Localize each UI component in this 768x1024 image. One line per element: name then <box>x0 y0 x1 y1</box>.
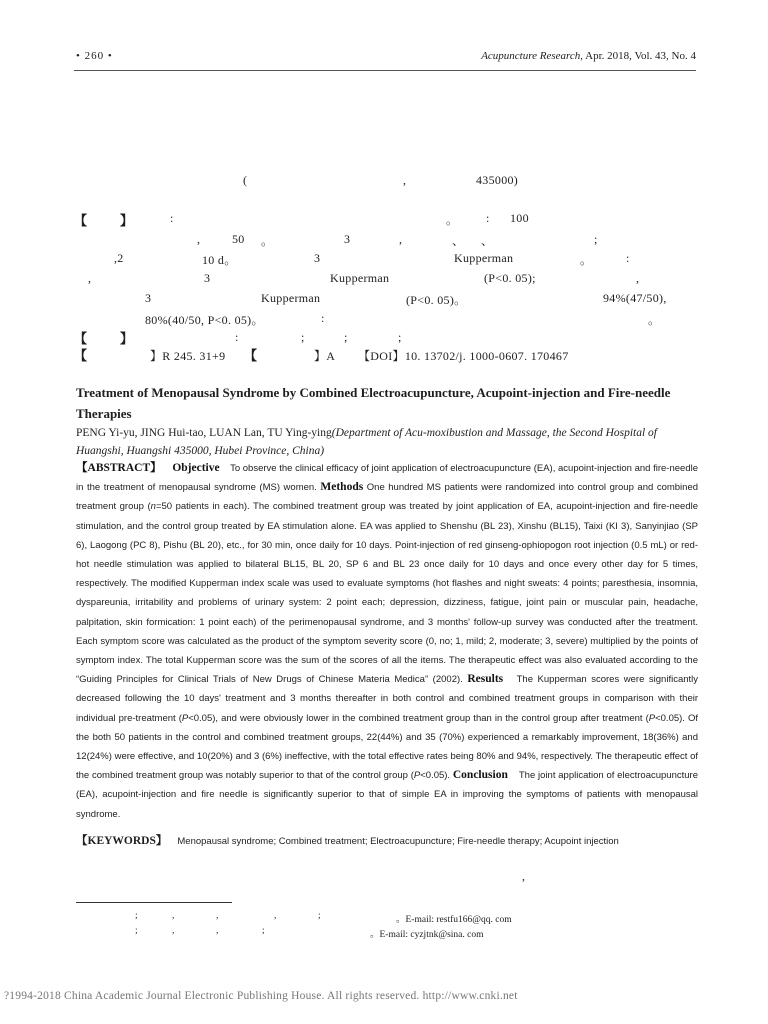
conclusion-text: The joint application of electroacupuncture (EA), acupoint-injection and fire needle is significantly superior to that of simple EA in improving the symptoms of patients with menopausal syndrome. <box>76 770 698 820</box>
cn-l3-10d: 10 d。 <box>202 253 237 267</box>
results-label: Results <box>467 673 504 686</box>
cn-l4-comma2: , <box>636 271 640 285</box>
footnote-rule <box>76 902 232 903</box>
english-keywords <box>76 832 619 848</box>
conclusion-label: Conclusion <box>452 769 508 782</box>
cn-l2-num3: 3 <box>344 232 351 246</box>
running-head <box>481 50 696 62</box>
results-text-3: <0.05). Of the both 50 patients in the control and combined treatment groups, 22(44%) and 35 (70%) experienced a remarkably improvement, 18(36%) and 12(24%) were effective, and 10(20%) and 3 (6%) ineffective, with the total effective rates being 80% and 94%, respectively. The therapeutic effect of the combined treatment group was notably superior to that of the control group ( <box>76 712 698 782</box>
cn-kw-colon: : <box>235 330 239 344</box>
fn2-a: ; <box>135 926 138 936</box>
results-text-1: The Kupperman scores were significantly decreased following the 10 days' treatment and 3 months thereafter in both control and combined treatment groups in comparison with their individual pre-treatment ( <box>76 674 699 724</box>
cn-doc-code: 】A <box>314 349 336 363</box>
cn-l2-comma: , <box>197 232 201 246</box>
cn-l3-colon: : <box>626 251 630 265</box>
fn2-b: , <box>172 926 175 936</box>
cn-doc-bracket-open: 【 <box>244 348 258 363</box>
english-authors <box>76 424 698 460</box>
cn-l3-2: ,2 <box>114 251 124 265</box>
results-text-4: <0.05). <box>420 770 451 782</box>
cn-l2-period: 。 <box>261 234 274 248</box>
cn-kw-semi2: ; <box>344 330 348 344</box>
fn1-c: , <box>216 911 219 921</box>
cn-l6-pct: 80%(40/50, P<0. 05)。 <box>145 313 264 327</box>
abstract-label: 【ABSTRACT】 <box>76 462 162 474</box>
cn-kw-bracket-open: 【 <box>74 331 88 346</box>
english-abstract <box>76 459 698 824</box>
fn1-email: 。E-mail: restfu166@qq. com <box>396 915 512 925</box>
cn-affil-open: ( <box>243 173 248 187</box>
cn-l6-period: 。 <box>648 313 661 327</box>
fn1-e: ; <box>318 911 321 921</box>
results-p2: P <box>648 712 656 724</box>
methods-text-1: One hundred MS patients were randomized into control group and combined treatment group ( <box>76 482 699 513</box>
header-rule <box>74 70 696 71</box>
cn-abs-colon: : <box>170 211 174 225</box>
cn-l5-kupperman: Kupperman <box>261 291 321 305</box>
fn1-a: ; <box>135 911 138 921</box>
methods-text-2: =50 patients in each). The combined treatment group was treated by joint application of EA, acupoint-injection and fire-needle stimulation, and the control group treated by EA stimulation alone. EA was applied to Shenshu (BL 23), Xinshu (BL15), Taixi (KI 3), Sanyinjiao (SP 6), Laogong (PC 8), Pishu (BL 20), etc., for 30 min, once daily for 10 days. Point-injection of red ginseng-ophiopogon root injection (0.5 mL) or red-hot needle stimulation was applied to bilateral BL15, BL 20, SP 6 and BL 23 once daily for 10 days and once every other day for 5 times, respectively. The modified Kupperman index scale was used to evaluate symptoms (hot flashes and night sweats: 4 points; paresthesia, insomnia, dyspareunia, irritability and problems of urinary system: 2 point each; depression, dizziness, fatigue, joint pain or muscular pain, headache, palpitation, skin formication: 1 point each) of the perimenopausal syndrome, and 3 months' follow-up survey was conducted after the treatment. Each symptom score was calculated as the product of the symptom severity score (0, no; 1, mild; 2, moderate; 3, severe) multiplied by the points of symptom index. The total Kupperman score was the sum of the scores of all the items. The therapeutic effect was also evaluated according to the “Guiding Principles for Clinical Trials of New Drugs of Chinese Materia Medica” (2002). <box>76 501 699 686</box>
cn-l3-kupperman: Kupperman <box>454 251 514 265</box>
cn-l4-comma: , <box>88 271 92 285</box>
cn-l5-p: (P<0. 05)。 <box>406 293 467 307</box>
cn-class-code: 】R 245. 31+9 <box>150 349 226 363</box>
author-names: PENG Yi-yu, JING Hui-tao, LUAN Lan, TU Ying-ying <box>76 427 332 439</box>
cn-abs-period: 。 <box>446 213 459 227</box>
journal-name: Acupuncture Research <box>481 50 581 62</box>
cn-affil-comma: , <box>403 173 407 187</box>
cn-abs-colon2: : <box>486 211 490 225</box>
results-p1: P <box>181 712 189 724</box>
cn-abs-bracket-open: 【 <box>74 213 88 228</box>
results-p3: P <box>413 770 421 782</box>
objective-label: Objective <box>172 462 220 474</box>
cn-l2-semi: ; <box>594 232 598 246</box>
cn-l3-period: 。 <box>580 253 593 267</box>
copyright-notice: ?1994-2018 China Academic Journal Electronic Publishing House. All rights reserved. http://www.cnki.net <box>4 990 518 1002</box>
methods-label: Methods <box>320 481 364 494</box>
cn-kw-semi1: ; <box>301 330 305 344</box>
cn-l5-3: 3 <box>145 291 152 305</box>
cn-l2-dun2: 、 <box>481 234 494 248</box>
cn-l3-3: 3 <box>314 251 321 265</box>
cn-l2-num50: 50 <box>232 232 245 246</box>
keywords-text: Menopausal syndrome; Combined treatment; Electroacupuncture; Fire-needle therapy; Acupoint injection <box>177 836 619 847</box>
english-title: Treatment of Menopausal Syndrome by Combined Electroacupuncture, Acupoint-injection and Fire-needle Therapies <box>76 385 671 421</box>
cn-abs-num100: 100 <box>510 211 529 225</box>
results-text-2: <0.05), and were obviously lower in the combined treatment group than in the control group after treatment ( <box>188 712 649 724</box>
cn-kw-bracket-close: 】 <box>120 331 134 346</box>
fn2-c: , <box>216 926 219 936</box>
cn-l2-dun1: 、 <box>452 234 465 248</box>
fn2-email: 。E-mail: cyzjtnk@sina. com <box>370 930 484 940</box>
fn1-d: , <box>274 911 277 921</box>
keywords-label: 【KEYWORDS】 <box>76 835 168 847</box>
cn-doi: 【DOI】10. 13702/j. 1000-0607. 170467 <box>358 349 569 363</box>
cn-l4-3: 3 <box>204 271 211 285</box>
fn2-d: ; <box>262 926 265 936</box>
methods-n: n <box>150 501 156 513</box>
cn-l6-colon: : <box>321 311 325 325</box>
cn-l5-pct: 94%(47/50), <box>603 291 667 305</box>
cn-l2-comma2: , <box>399 232 403 246</box>
journal-issue: , Apr. 2018, Vol. 43, No. 4 <box>580 50 696 62</box>
cn-l4-kupperman: Kupperman <box>330 271 390 285</box>
funding-mark: , <box>522 869 526 883</box>
cn-kw-semi3: ; <box>398 330 402 344</box>
author-affiliation: (Department of Acu-moxibustion and Massage, the Second Hospital of Huangshi, Huangshi 435000, Hubei Province, China) <box>76 427 658 457</box>
cn-abs-bracket-close: 】 <box>120 213 134 228</box>
fn1-b: , <box>172 911 175 921</box>
objective-text: To observe the clinical efficacy of joint application of electroacupuncture (EA), acupoint-injection and fire-needle in the treatment of menopausal syndrome (MS) women. <box>76 463 698 494</box>
page-number: • 260 • <box>76 50 113 62</box>
cn-l4-p: (P<0. 05); <box>484 271 536 285</box>
cn-affil-zip: 435000) <box>476 173 519 187</box>
cn-class-bracket-open: 【 <box>74 348 88 363</box>
